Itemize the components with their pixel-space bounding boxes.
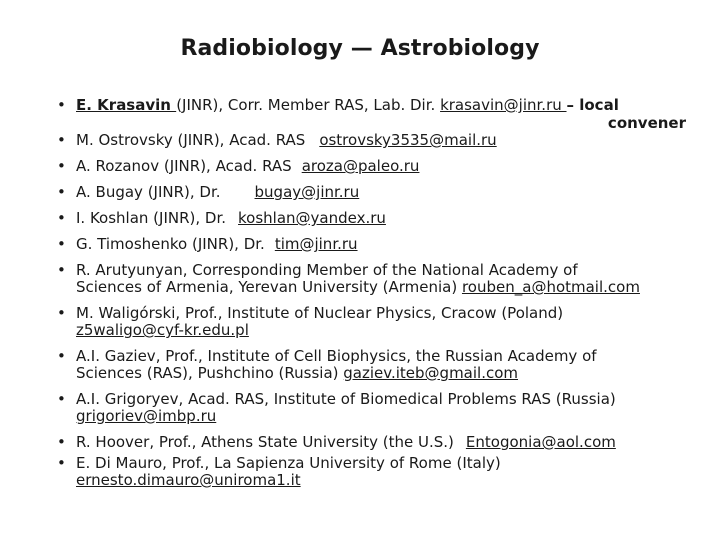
person-details-continued: Sciences (RAS), Pushchino (Russia) [76, 364, 339, 382]
person-details: (JINR), Corr. Member RAS, Lab. Dir. [176, 96, 441, 114]
role-label: – local [566, 96, 619, 114]
list-item [0, 210, 720, 227]
list-item [0, 97, 720, 132]
email-link[interactable]: bugay@jinr.ru [254, 183, 360, 201]
person-details: A. Bugay (JINR), Dr. [76, 183, 221, 201]
email-link[interactable]: aroza@paleo.ru [301, 157, 420, 175]
list-item [0, 132, 720, 149]
person-details: M. Ostrovsky (JINR), Acad. RAS [76, 131, 306, 149]
person-details: M. Waligórski, Prof., Institute of Nuclear Physics, Cracow (Poland) [76, 304, 564, 322]
person-details: R. Hoover, Prof., Athens State University (the U.S.) [76, 433, 454, 451]
list-item [0, 158, 720, 175]
list-item [0, 262, 720, 296]
list-item [0, 236, 720, 253]
list-item [0, 391, 720, 425]
person-details: I. Koshlan (JINR), Dr. [76, 209, 227, 227]
list-item [0, 455, 720, 489]
email-link[interactable]: koshlan@yandex.ru [238, 209, 386, 227]
person-details: E. Di Mauro, Prof., La Sapienza University of Rome (Italy) [76, 454, 501, 472]
list-item [0, 305, 720, 339]
person-details: G. Timoshenko (JINR), Dr. [76, 235, 265, 253]
slide-title: Radiobiology — Astrobiology [180, 36, 540, 61]
list-item [0, 184, 720, 201]
email-link[interactable]: tim@jinr.ru [274, 235, 358, 253]
email-link[interactable]: krasavin@jinr.ru [440, 96, 567, 114]
person-name: E. Krasavin [76, 96, 177, 114]
email-link[interactable]: grigoriev@imbp.ru [76, 407, 217, 425]
list-item [0, 434, 720, 451]
role-label-continued: convener [607, 114, 686, 132]
email-link[interactable]: Entogonia@aol.com [465, 433, 616, 451]
email-link[interactable]: ostrovsky3535@mail.ru [319, 131, 497, 149]
list-item [0, 348, 720, 382]
person-details: R. Arutyunyan, Corresponding Member of the National Academy of [76, 261, 578, 279]
participants-list [0, 97, 720, 489]
person-details: A. Rozanov (JINR), Acad. RAS [76, 157, 292, 175]
email-link[interactable]: z5waligo@cyf-kr.edu.pl [76, 321, 249, 339]
email-link[interactable]: rouben_a@hotmail.com [461, 278, 640, 296]
email-link[interactable]: gaziev.iteb@gmail.com [343, 364, 519, 382]
person-details: A.I. Gaziev, Prof., Institute of Cell Biophysics, the Russian Academy of [76, 347, 597, 365]
person-details-continued: Sciences of Armenia, Yerevan University (Armenia) [76, 278, 458, 296]
email-link[interactable]: ernesto.dimauro@uniroma1.it [76, 471, 301, 489]
person-details: A.I. Grigoryev, Acad. RAS, Institute of Biomedical Problems RAS (Russia) [76, 390, 616, 408]
